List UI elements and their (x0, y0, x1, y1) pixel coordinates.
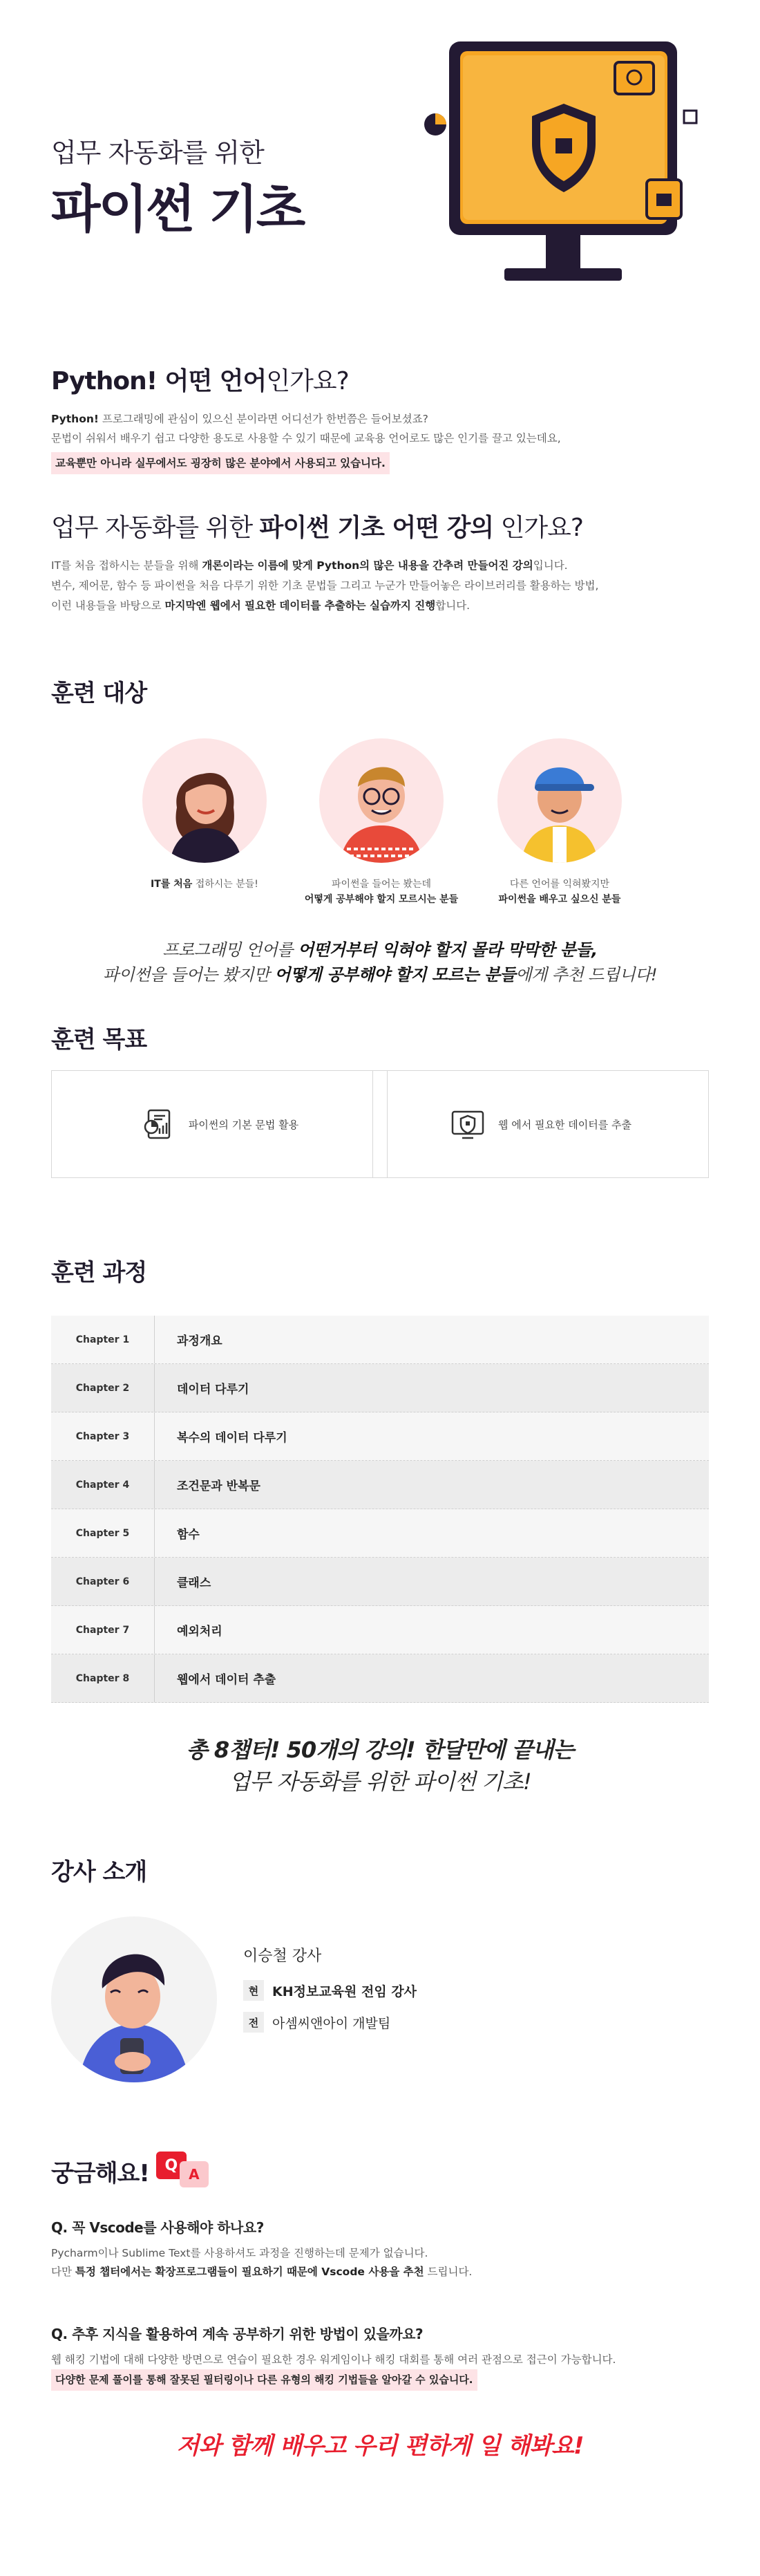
chapter-number: Chapter 2 (51, 1364, 155, 1412)
table-row (51, 1364, 709, 1412)
intro-heading: Python! 어떤 언어인가요? (51, 367, 349, 395)
curriculum-summary: 총 8챕터! 50개의 강의! 한달만에 끝내는 업무 자동화를 위한 파이썬 기초! (186, 1737, 574, 1795)
faq-title: 궁금해요! (51, 2159, 149, 2187)
chapter-number: Chapter 5 (51, 1509, 155, 1557)
goals-section (51, 1020, 709, 1054)
avatar-woman (142, 738, 267, 863)
targets-title: 훈련 대상 (51, 680, 147, 707)
instructor-title: 강사 소개 (51, 1858, 147, 1886)
table-row (51, 1316, 709, 1364)
curriculum-title: 훈련 과정 (51, 1259, 147, 1287)
curriculum-table (51, 1316, 709, 1703)
monitor-security-illustration (421, 28, 712, 318)
chapter-title: 복수의 데이터 다루기 (177, 1431, 287, 1445)
chapter-number: Chapter 1 (51, 1316, 155, 1363)
current-tag: 현 (243, 1980, 264, 2001)
intro-highlight: 교육뿐만 아니라 실무에서도 굉장히 많은 분야에서 사용되고 있습니다. (51, 452, 390, 474)
chapter-number: Chapter 7 (51, 1606, 155, 1654)
target-caption-3: 다른 언어를 익혀봤지만 파이썬을 배우고 싶으신 분들 (498, 879, 621, 905)
hero-title: 파이썬 기초 (51, 180, 304, 239)
chapter-title: 클래스 (177, 1576, 211, 1590)
faq-answer-2: 웹 해킹 기법에 대해 다양한 방면으로 연습이 필요한 경우 워게임이나 해킹 대회를 통해 여러 관점으로 접근이 가능합니다. 다양한 문제 풀이를 통해 잘못된 필터링이나 다른 유형의 해킹 기법들을 알아갈 수 있습니다. (51, 2351, 714, 2391)
targets-section (51, 674, 709, 708)
goal-card-2 (372, 1070, 709, 1178)
chapter-number: Chapter 8 (51, 1654, 155, 1702)
chapter-title: 웹에서 데이터 추출 (177, 1673, 276, 1687)
chapter-number: Chapter 6 (51, 1558, 155, 1605)
chapter-title: 함수 (177, 1528, 200, 1542)
goal-label-1: 파이썬의 기본 문법 활용 (188, 1118, 299, 1131)
course-intro-section (51, 508, 709, 616)
faq-highlight: 다양한 문제 풀이를 통해 잘못된 필터링이나 다른 유형의 해킹 기법들을 알아갈 수 있습니다. (51, 2369, 477, 2391)
avatar-man-glasses (319, 738, 444, 863)
target-caption-2: 파이썬을 들어는 봤는데 어떻게 공부해야 할지 모르시는 분들 (304, 879, 459, 905)
table-row (51, 1606, 709, 1654)
curriculum-section (51, 1253, 709, 1287)
intro-section (51, 362, 709, 474)
chapter-title: 과정개요 (177, 1334, 222, 1348)
instructor-section (51, 1853, 709, 1887)
instructor-name: 이승철 강사 (243, 1948, 322, 1965)
faq-question-1: Q. 꼭 Vscode를 사용해야 하나요? (51, 2219, 264, 2236)
chapter-number: Chapter 3 (51, 1412, 155, 1460)
hero-subtitle: 업무 자동화를 위한 (51, 138, 264, 168)
goal-label-2: 웹 에서 필요한 데이터를 추출 (498, 1118, 631, 1131)
chapter-title: 조건문과 반복문 (177, 1480, 260, 1493)
closing-message: 저와 함께 배우고 우리 편하게 일 해봐요! (176, 2432, 584, 2460)
instructor-current: 현 KH정보교육원 전임 강사 (243, 1980, 417, 2001)
table-row (51, 1509, 709, 1558)
chapter-number: Chapter 4 (51, 1461, 155, 1509)
instructor-avatar (51, 1916, 217, 2082)
table-row (51, 1654, 709, 1703)
faq-header (51, 2152, 709, 2190)
course-intro-heading: 업무 자동화를 위한 파이썬 기초 어떤 강의 인가요? (51, 514, 584, 542)
faq-question-2: Q. 추후 지식을 활용하여 계속 공부하기 위한 방법이 있을까요? (51, 2326, 424, 2342)
qa-badge-icon: Q A (156, 2152, 211, 2190)
avatar-man-cap (497, 738, 622, 863)
instructor-former: 전 아셈씨앤아이 개발팀 (243, 2012, 390, 2033)
table-row (51, 1412, 709, 1461)
course-intro-body: IT를 처음 접하시는 분들을 위해 개론이라는 이름에 맞게 Python의 많은 내용을 간추려 만들어진 강의입니다. 변수, 제어문, 함수 등 파이썬을 처음 다루기 위한 기초 문법들 그리고 누군가 만들어놓은 라이브러리를 활용하는 방법, 이런 내용들을 바탕으로 마지막엔 웹에서 필요한 데이터를 추출하는 실습까지 진행합니다. (51, 559, 599, 612)
chapter-title: 데이터 다루기 (177, 1383, 249, 1397)
targets-slogan: 프로그래밍 언어를 어떤거부터 익혀야 할지 몰라 막막한 분들, 파이썬을 들어는 봤지만 어떻게 공부해야 할지 모르는 분들에게 추천 드립니다! (102, 940, 658, 984)
table-row (51, 1558, 709, 1606)
document-chart-icon (140, 1106, 176, 1142)
former-tag: 전 (243, 2012, 264, 2033)
goals-title: 훈련 목표 (51, 1026, 147, 1054)
intro-body: Python! 프로그래밍에 관심이 있으신 분이라면 어디선가 한번쯤은 들어보셨죠? 문법이 쉬워서 배우기 쉽고 다양한 용도로 사용할 수 있기 때문에 교육용 언어로도 많은 인기를 끌고 있는데요, 교육뿐만 아니라 실무에서도 굉장히 많은 분야에서 사용되고 있습니다. (51, 409, 709, 474)
table-row (51, 1461, 709, 1509)
goal-card-1 (51, 1070, 388, 1178)
target-caption-1: IT를 처음 접하시는 분들! (151, 879, 258, 890)
faq-answer-1: Pycharm이나 Sublime Text를 사용하셔도 과정을 진행하는데 문제가 없습니다. 다만 특정 챕터에서는 확장프로그램들이 필요하기 때문에 Vscode 사용을 추천 드립니다. (51, 2247, 473, 2278)
security-shield-icon (450, 1106, 486, 1142)
chapter-title: 예외처리 (177, 1625, 222, 1639)
